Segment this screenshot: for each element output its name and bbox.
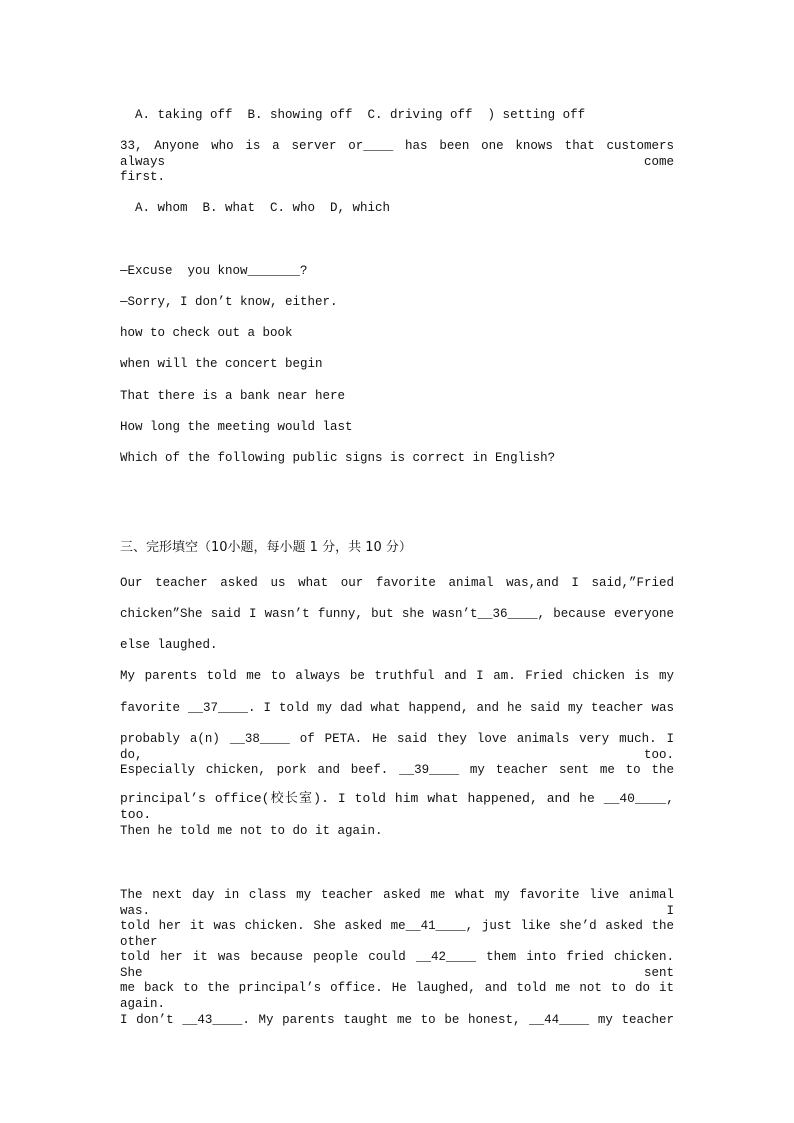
- signs-question: Which of the following public signs is correct in English?: [120, 451, 556, 465]
- q33-stem-line1: 33, Anyone who is a server or____ has been one knows that customers always come: [120, 139, 674, 169]
- option-line-c: That there is a bank near here: [120, 389, 346, 403]
- option-line-d: How long the meeting would last: [120, 420, 353, 434]
- paragraph-line: Then he told me not to do it again.: [120, 824, 383, 838]
- paragraph-line: Our teacher asked us what our favorite animal was,and I said,”Fried: [120, 576, 674, 590]
- paragraph-line: else laughed.: [120, 638, 218, 652]
- q32-options: A. taking off B. showing off C. driving off ) setting off: [120, 108, 586, 122]
- paragraph-line: probably a(n) __38____ of PETA. He said they love animals very much. I do, too.: [120, 732, 674, 762]
- paragraph-line: principal’s office(校长室). I told him what happened, and he __40____, too.: [120, 791, 674, 822]
- paragraph-line: I don’t __43____. My parents taught me to be honest, __44____ my teacher: [120, 1013, 674, 1027]
- option-line-b: when will the concert begin: [120, 357, 323, 371]
- dialog-line-1: —Excuse you know_______?: [120, 264, 308, 278]
- paragraph-line: told her it was chicken. She asked me__41____, just like she’d asked the other: [120, 919, 674, 949]
- paragraph-line: told her it was because people could __42____ them into fried chicken. She sent: [120, 950, 674, 980]
- paragraph-line: favorite __37____. I told my dad what happend, and he said my teacher was: [120, 701, 674, 715]
- paragraph-line: chicken”She said I wasn’t funny, but she wasn’t__36____, because everyone: [120, 607, 674, 621]
- paragraph-line: The next day in class my teacher asked me what my favorite live animal was. I: [120, 888, 674, 918]
- q33-stem-line2: first.: [120, 170, 166, 184]
- paragraph-line: My parents told me to always be truthful and I am. Fried chicken is my: [120, 669, 674, 683]
- option-line-a: how to check out a book: [120, 326, 293, 340]
- paragraph-line: me back to the principal’s office. He laughed, and told me not to do it again.: [120, 981, 674, 1011]
- paragraph-line: Especially chicken, pork and beef. __39____ my teacher sent me to the: [120, 763, 674, 777]
- dialog-line-2: —Sorry, I don’t know, either.: [120, 295, 338, 309]
- q33-options: A. whom B. what C. who D, which: [120, 201, 391, 215]
- section-heading: 三、完形填空（10小题，每小题 1 分，共 10 分）: [120, 540, 412, 555]
